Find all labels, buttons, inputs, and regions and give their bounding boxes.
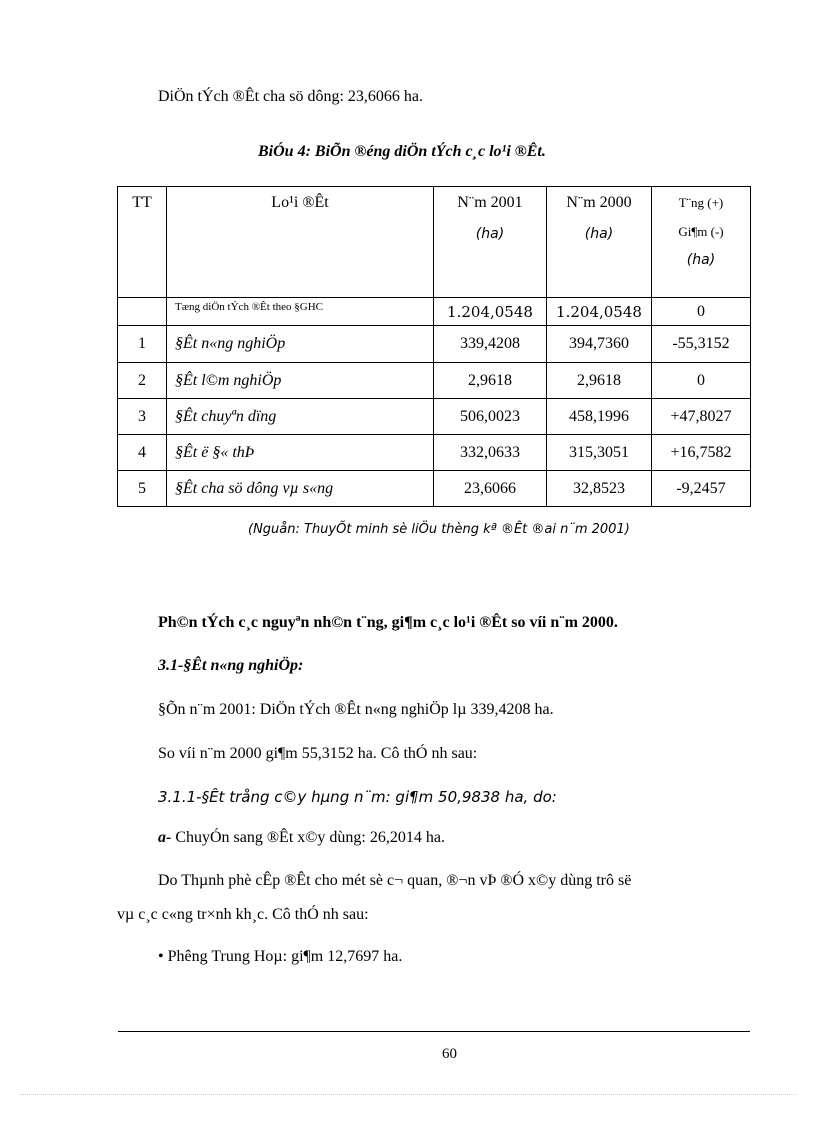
row-tt: 1 xyxy=(118,326,167,363)
row-land-type: §Êt n«ng nghiÖp xyxy=(167,326,434,363)
total-2001: 1.204,0548 xyxy=(434,298,547,326)
row-land-type: §Êt chuyªn dïng xyxy=(167,399,434,435)
table-row xyxy=(118,363,751,399)
page-number: 60 xyxy=(442,1046,457,1062)
table-row xyxy=(118,326,751,363)
header-land-type: Lo¹i ®Êt xyxy=(167,187,434,298)
table-row xyxy=(118,399,751,435)
bullet-item xyxy=(158,948,402,966)
table-header-row xyxy=(118,187,751,298)
row-2001: 339,4208 xyxy=(434,326,547,363)
row-land-type: §Êt cha sö dông vµ s«ng xyxy=(167,471,434,507)
row-change: +16,7582 xyxy=(652,435,751,471)
item-a xyxy=(158,829,445,847)
row-change: 0 xyxy=(652,363,751,399)
row-2000: 394,7360 xyxy=(547,326,652,363)
total-2000: 1.204,0548 xyxy=(547,298,652,326)
section-heading: 3.1-§Êt n«ng nghiÖp: xyxy=(158,657,304,674)
row-2001: 23,6066 xyxy=(434,471,547,507)
row-2000: 458,1996 xyxy=(547,399,652,435)
total-label: Tæng diÖn tÝch ®Êt theo §GHC xyxy=(167,298,434,326)
subsection-heading: 3.1.1-§Êt trång c©y hµng n¨m: gi¶m 50,9838 ha, do: xyxy=(158,788,557,806)
item-a-label: a- xyxy=(158,829,172,846)
paragraph-2: So víi n¨m 2000 gi¶m 55,3152 ha. Cô thÓ nh sau: xyxy=(158,745,478,762)
row-change: -9,2457 xyxy=(652,471,751,507)
row-change: +47,8027 xyxy=(652,399,751,435)
row-2000: 32,8523 xyxy=(547,471,652,507)
page-edge-dots xyxy=(20,1094,796,1095)
table-title: BiÓu 4: BiÕn ®éng diÖn tÝch c¸c lo¹i ®Êt. xyxy=(258,143,546,160)
total-tt xyxy=(118,298,167,326)
bullet-text: Phêng Trung Hoµ: gi¶m 12,7697 ha. xyxy=(167,948,403,965)
row-tt: 5 xyxy=(118,471,167,507)
source-note: (Nguån: ThuyÕt minh sè liÖu thèng kª ®Êt ®ai n¨m 2001) xyxy=(248,522,630,537)
row-change: -55,3152 xyxy=(652,326,751,363)
total-change: 0 xyxy=(652,298,751,326)
header-tt: TT xyxy=(118,187,167,298)
header-2000: N¨m 2000 (ha) xyxy=(547,187,652,298)
table-row xyxy=(118,435,751,471)
total-row xyxy=(118,298,751,326)
land-change-table xyxy=(117,186,751,507)
header-change: T¨ng (+) Gi¶m (-) (ha) xyxy=(652,187,751,298)
footer-divider xyxy=(118,1031,750,1032)
paragraph-3-line-1: Do Thµnh phè cÊp ®Êt cho mét sè c¬ quan, ®¬n vÞ ®Ó x©y dùng trô së xyxy=(158,872,632,889)
row-tt: 4 xyxy=(118,435,167,471)
row-tt: 2 xyxy=(118,363,167,399)
table-row xyxy=(118,471,751,507)
paragraph-3-line-2: vµ c¸c c«ng tr×nh kh¸c. Cô thÓ nh sau: xyxy=(117,906,369,923)
row-2001: 2,9618 xyxy=(434,363,547,399)
paragraph-1: §Õn n¨m 2001: DiÖn tÝch ®Êt n«ng nghiÖp lµ 339,4208 ha. xyxy=(158,701,554,718)
row-tt: 3 xyxy=(118,399,167,435)
row-2000: 315,3051 xyxy=(547,435,652,471)
row-land-type: §Êt l©m nghiÖp xyxy=(167,363,434,399)
row-2001: 506,0023 xyxy=(434,399,547,435)
row-2000: 2,9618 xyxy=(547,363,652,399)
item-a-text: ChuyÓn sang ®Êt x©y dùng: 26,2014 ha. xyxy=(171,829,445,846)
top-line: DiÖn tÝch ®Êt cha sö dông: 23,6066 ha. xyxy=(158,88,424,105)
header-2001: N¨m 2001 (ha) xyxy=(434,187,547,298)
bullet-icon: • xyxy=(158,948,164,965)
row-2001: 332,0633 xyxy=(434,435,547,471)
analysis-heading: Ph©n tÝch c¸c nguyªn nh©n t¨ng, gi¶m c¸c lo¹i ®Êt so víi n¨m 2000. xyxy=(158,614,618,631)
row-land-type: §Êt ë §« thÞ xyxy=(167,435,434,471)
